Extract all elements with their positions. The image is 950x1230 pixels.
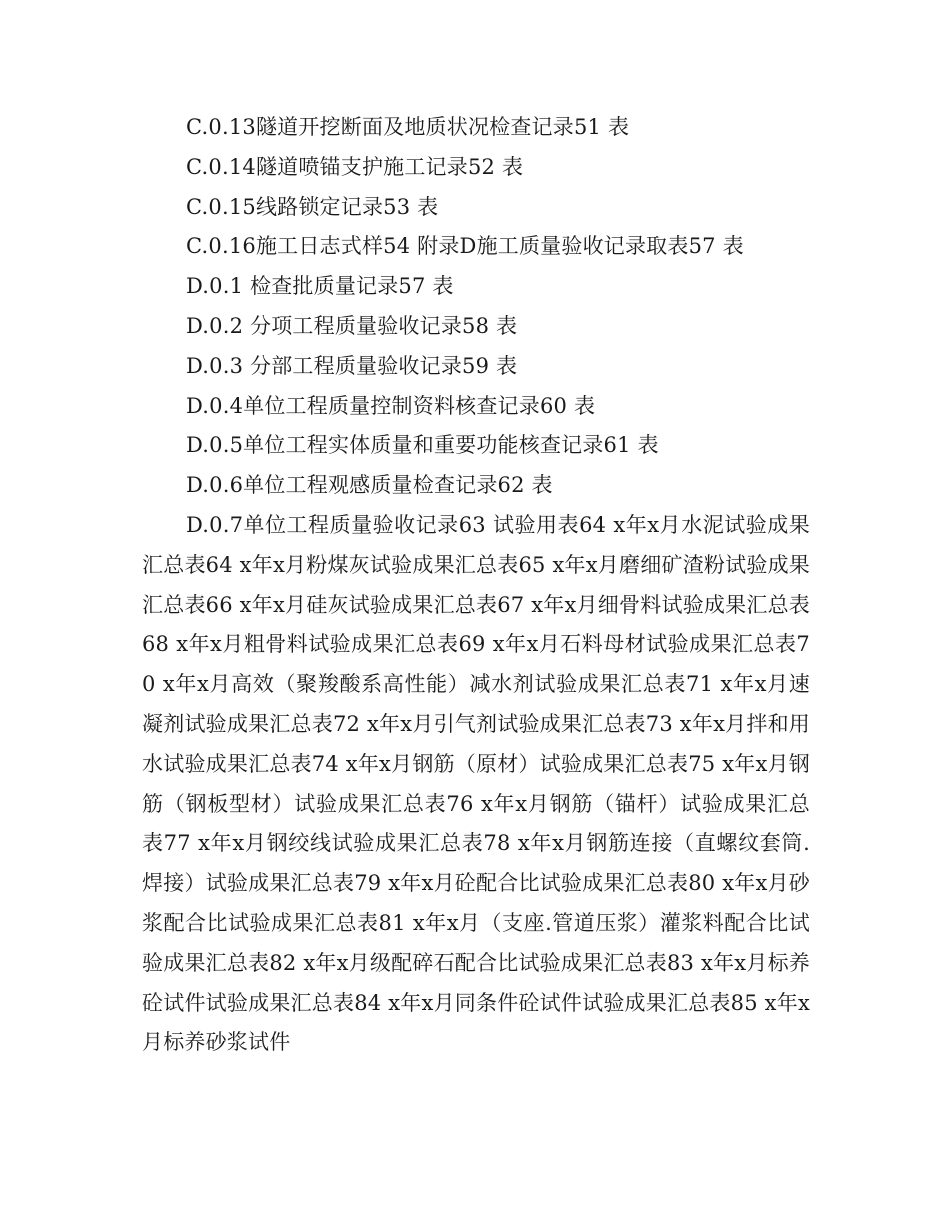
toc-line-d-0-2: D.0.2 分项工程质量验收记录58 表	[186, 313, 518, 338]
toc-line-c-0-13: C.0.13隧道开挖断面及地质状况检查记录51 表	[186, 115, 630, 139]
toc-line-d-0-1: D.0.1 检查批质量记录57 表	[186, 274, 454, 299]
toc-line-d-0-6: D.0.6单位工程观感质量检查记录62 表	[186, 473, 553, 498]
toc-line-c-0-15: C.0.15线路锁定记录53 表	[186, 194, 439, 219]
document-body	[142, 108, 810, 1063]
toc-paragraph-d-0-7: D.0.7单位工程质量验收记录63 试验用表64 x年x月水泥试验成果汇总表64 x年x月粉煤灰试验成果汇总表65 x年x月磨细矿渣粉试验成果汇总表66 x年x月硅灰试验成果汇总表67 x年x月细骨料试验成果汇总表68 x年x月粗骨料试验成果汇总表69 x年x月石料母材试验成果汇总表70 x年x月高效（聚羧酸系高性能）减水剂试验成果汇总表71 x年x月速凝剂试验成果汇总表72 x年x月引气剂试验成果汇总表73 x年x月拌和用水试验成果汇总表74 x年x月钢筋（原材）试验成果汇总表75 x年x月钢筋（钢板型材）试验成果汇总表76 x年x月钢筋（锚杆）试验成果汇总表77 x年x月钢绞线试验成果汇总表78 x年x月钢筋连接（直螺纹套筒.焊接）试验成果汇总表79 x年x月砼配合比试验成果汇总表80 x年x月砂浆配合比试验成果汇总表81 x年x月（支座.管道压浆）灌浆料配合比试验成果汇总表82 x年x月级配碎石配合比试验成果汇总表83 x年x月标养砼试件试验成果汇总表84 x年x月同条件砼试件试验成果汇总表85 x年x月标养砂浆试件	[142, 512, 810, 1055]
toc-line-c-0-16: C.0.16施工日志式样54 附录D施工质量验收记录取表57 表	[186, 234, 744, 259]
toc-line-c-0-14: C.0.14隧道喷锚支护施工记录52 表	[186, 154, 524, 179]
toc-line-d-0-4: D.0.4单位工程质量控制资料核查记录60 表	[186, 393, 596, 418]
toc-line-d-0-5: D.0.5单位工程实体质量和重要功能核查记录61 表	[186, 433, 659, 458]
toc-line-d-0-3: D.0.3 分部工程质量验收记录59 表	[186, 353, 518, 378]
